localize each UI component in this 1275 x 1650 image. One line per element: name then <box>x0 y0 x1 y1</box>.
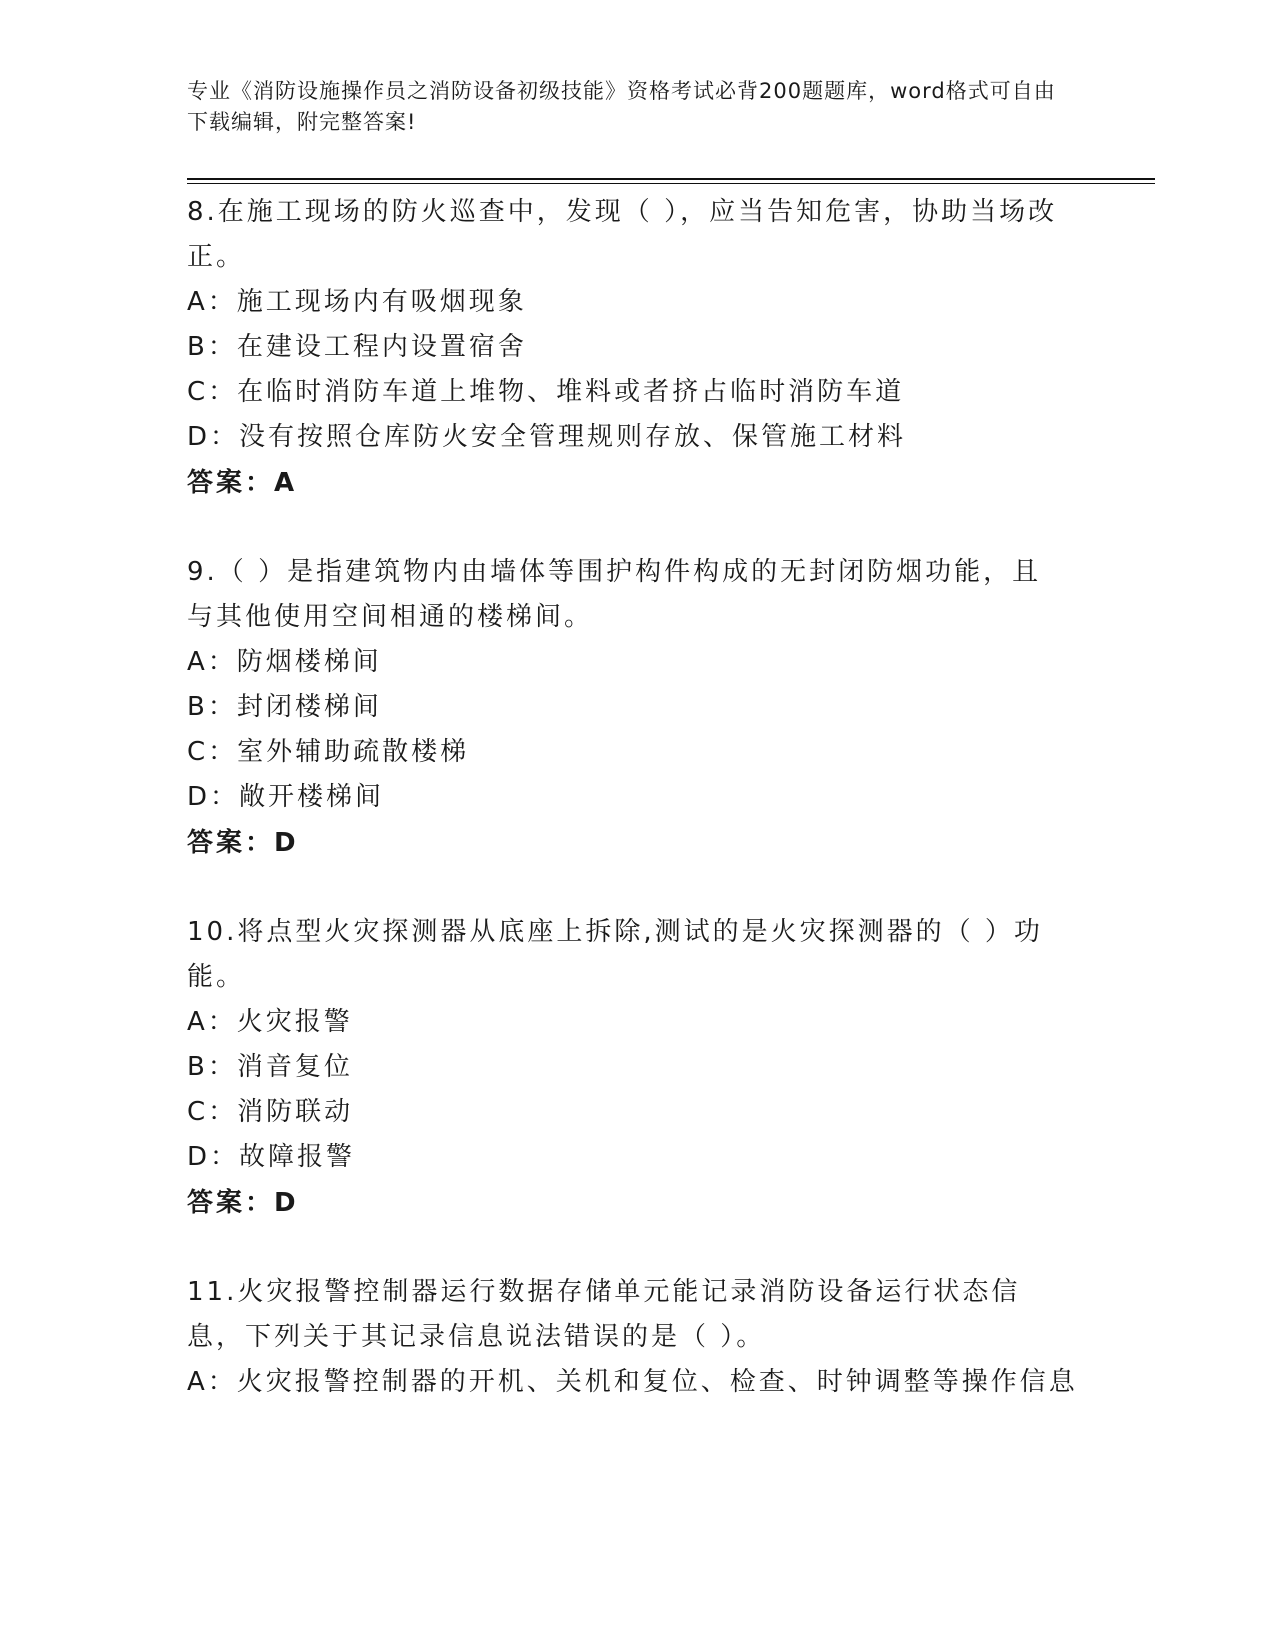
header-divider-thick <box>187 178 1155 180</box>
question-11 <box>187 1270 1087 1405</box>
question-stem: 9.（ ）是指建筑物内由墙体等围护构件构成的无封闭防烟功能，且与其他使用空间相通的楼梯间。 <box>187 557 1042 632</box>
answer-label: 答案：A <box>187 468 298 498</box>
option-d: D：敞开楼梯间 <box>187 782 385 812</box>
question-spacer <box>187 506 1087 550</box>
option-a: A：施工现场内有吸烟现象 <box>187 287 527 317</box>
question-10 <box>187 910 1087 1226</box>
option-a: A：火灾报警控制器的开机、关机和复位、检查、时钟调整等操作信息 <box>187 1367 1078 1397</box>
question-spacer <box>187 866 1087 910</box>
option-d: D：没有按照仓库防火安全管理规则存放、保管施工材料 <box>187 422 907 452</box>
question-stem: 8.在施工现场的防火巡查中，发现（ ），应当告知危害，协助当场改正。 <box>187 197 1058 272</box>
question-list <box>187 190 1087 1405</box>
answer-label: 答案：D <box>187 828 299 858</box>
document-header: 专业《消防设施操作员之消防设备初级技能》资格考试必背200题题库，word格式可自由下载编辑，附完整答案! <box>187 79 1056 134</box>
question-stem: 11.火灾报警控制器运行数据存储单元能记录消防设备运行状态信息，下列关于其记录信息说法错误的是（ ）。 <box>187 1277 1021 1352</box>
option-c: C：在临时消防车道上堆物、堆料或者挤占临时消防车道 <box>187 377 905 407</box>
question-stem: 10.将点型火灾探测器从底座上拆除,测试的是火灾探测器的（ ）功能。 <box>187 917 1043 992</box>
option-b: B：消音复位 <box>187 1052 353 1082</box>
option-a: A：防烟楼梯间 <box>187 647 382 677</box>
option-a: A：火灾报警 <box>187 1007 353 1037</box>
question-9 <box>187 550 1087 866</box>
option-d: D：故障报警 <box>187 1142 356 1172</box>
question-8 <box>187 190 1087 506</box>
option-b: B：封闭楼梯间 <box>187 692 382 722</box>
option-b: B：在建设工程内设置宿舍 <box>187 332 527 362</box>
header-divider-thin <box>187 183 1155 184</box>
option-c: C：消防联动 <box>187 1097 354 1127</box>
answer-label: 答案：D <box>187 1188 299 1218</box>
question-spacer <box>187 1226 1087 1270</box>
option-c: C：室外辅助疏散楼梯 <box>187 737 470 767</box>
